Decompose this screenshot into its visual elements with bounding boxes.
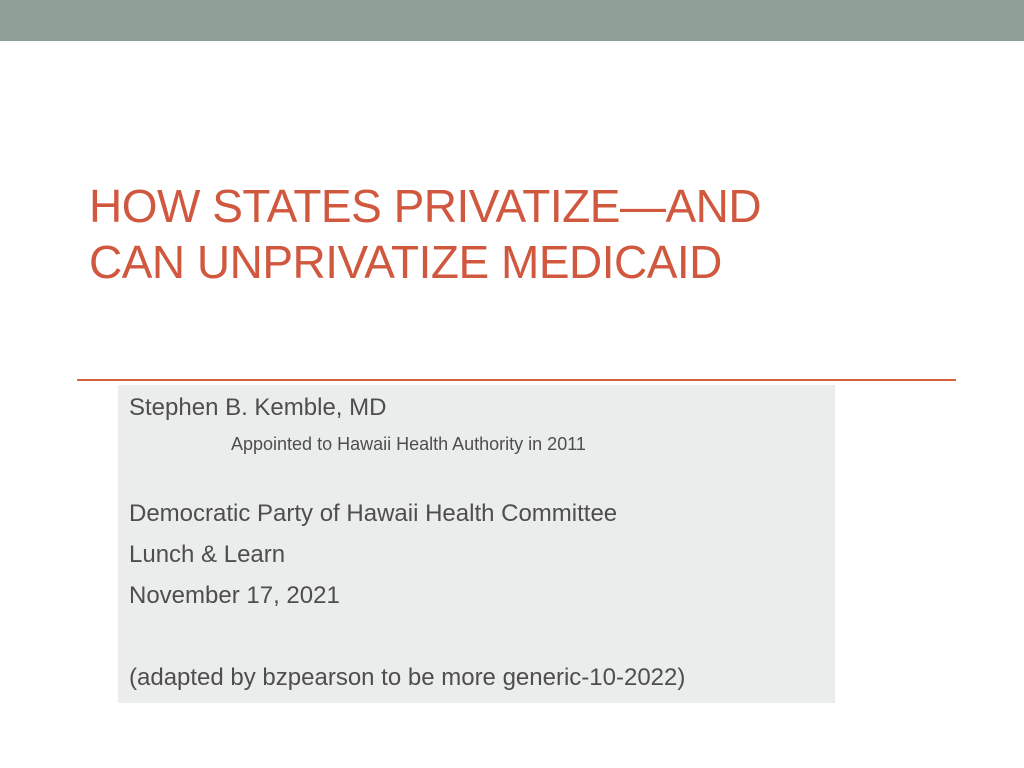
top-accent-band (0, 0, 1024, 41)
adaptation-note: (adapted by bzpearson to be more generic-10-2022) (129, 664, 686, 691)
organization-name: Democratic Party of Hawaii Health Committee (129, 500, 618, 527)
subtitle-box (118, 385, 835, 703)
slide-title-line-2: CAN UNPRIVATIZE MEDICAID (89, 236, 722, 288)
event-date: November 17, 2021 (129, 582, 340, 609)
slide-title-line-1: HOW STATES PRIVATIZE—AND (89, 180, 762, 232)
author-name: Stephen B. Kemble, MD (129, 394, 387, 421)
title-divider-rule (77, 379, 956, 381)
slide-title (89, 178, 949, 290)
author-appointment: Appointed to Hawaii Health Authority in 2011 (231, 434, 586, 454)
event-name: Lunch & Learn (129, 541, 286, 568)
